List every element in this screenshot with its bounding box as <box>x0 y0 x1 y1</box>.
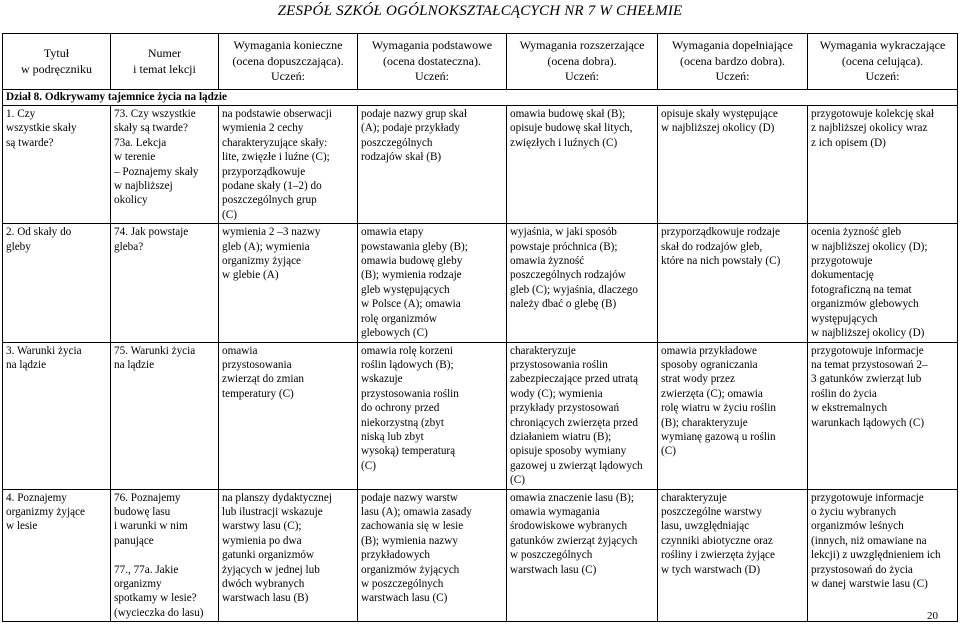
row-dopelniajace-cell: przyporządkowuje rodzaje skał do rodzajów gleb, które na nich powstały (C) <box>658 224 808 342</box>
row-lesson-cell: 75. Warunki życia na lądzie <box>111 342 219 489</box>
row-rozszerzajace-cell: charakteryzuje przystosowania roślin zabezpieczające przed utratą wody (C); wymienia przykłady przystosowań chroniących zwierzęta przed działaniem wiatru (B); opisuje sposoby wymiany gazowej u zwierząt lądowych (C) <box>507 342 658 489</box>
column-header-konieczne: Wymagania konieczne (ocena dopuszczająca). Uczeń: <box>219 34 358 90</box>
row-rozszerzajace-cell: omawia budowę skał (B); opisuje budowę skał litych, zwięzłych i luźnych (C) <box>507 106 658 224</box>
row-lesson-cell: 76. Poznajemy budowę lasu i warunki w nim panujące 77., 77a. Jakie organizmy spotkamy w lesie? (wycieczka do lasu) <box>111 489 219 622</box>
row-rozszerzajace-cell: omawia znaczenie lasu (B); omawia wymagania środowiskowe wybranych gatunków zwierząt żyjących w poszczególnych warstwach lasu (C) <box>507 489 658 622</box>
section-title: Dział 8. Odkrywamy tajemnice życia na lądzie <box>3 90 958 106</box>
row-podstawowe-cell: omawia etapy powstawania gleby (B); omawia budowę gleby (B); wymienia rodzaje gleb występujących w Polsce (A); omawia rolę organizmów glebowych (C) <box>358 224 507 342</box>
table-row <box>3 106 958 224</box>
row-podstawowe-cell: omawia rolę korzeni roślin lądowych (B); wskazuje przystosowania roślin do ochrony przed niekorzystną (zbyt niską lub zbyt wysoką) temperaturą (C) <box>358 342 507 489</box>
row-rozszerzajace-cell: wyjaśnia, w jaki sposób powstaje próchnica (B); omawia żyzność poszczególnych rodzajów gleb (C); wyjaśnia, dlaczego należy dbać o glebę (B) <box>507 224 658 342</box>
row-title-cell: 3. Warunki życia na lądzie <box>3 342 111 489</box>
row-lesson-cell: 74. Jak powstaje gleba? <box>111 224 219 342</box>
row-konieczne-cell: omawia przystosowania zwierząt do zmian temperatury (C) <box>219 342 358 489</box>
section-row <box>3 90 958 106</box>
row-dopelniajace-cell: opisuje skały występujące w najbliższej okolicy (D) <box>658 106 808 224</box>
column-header-podstawowe: Wymagania podstawowe (ocena dostateczna). Uczeń: <box>358 34 507 90</box>
row-title-cell: 2. Od skały do gleby <box>3 224 111 342</box>
row-title-cell: 1. Czy wszystkie skały są twarde? <box>3 106 111 224</box>
row-dopelniajace-cell: charakteryzuje poszczególne warstwy lasu, uwzględniając czynniki abiotyczne oraz rośliny i zwierzęta żyjące w tych warstwach (D) <box>658 489 808 622</box>
column-header-lesson: Numer i temat lekcji <box>111 34 219 90</box>
row-title-cell: 4. Poznajemy organizmy żyjące w lesie <box>3 489 111 622</box>
row-wykraczajace-cell: przygotowuje kolekcję skał z najbliższej okolicy wraz z ich opisem (D) <box>808 106 958 224</box>
row-lesson-cell: 73. Czy wszystkie skały są twarde? 73a. Lekcja w terenie – Poznajemy skały w najbliższej okolicy <box>111 106 219 224</box>
row-podstawowe-cell: podaje nazwy grup skał (A); podaje przykłady poszczególnych rodzajów skał (B) <box>358 106 507 224</box>
table-header-row <box>3 34 958 90</box>
column-header-title: Tytuł w podręczniku <box>3 34 111 90</box>
row-dopelniajace-cell: omawia przykładowe sposoby ograniczania strat wody przez zwierzęta (C); omawia rolę wiatru w życiu roślin (B); charakteryzuje wymianę gazową u roślin (C) <box>658 342 808 489</box>
table-row <box>3 342 958 489</box>
requirements-table <box>2 33 958 622</box>
row-wykraczajace-cell: przygotowuje informacje o życiu wybranych organizmów leśnych (innych, niż omawiane na lekcji) z uwzględnieniem ich przystosowań do życia w danej warstwie lasu (C) <box>808 489 958 622</box>
document-header-title: ZESPÓŁ SZKÓŁ OGÓLNOKSZTAŁCĄCYCH NR 7 W CHEŁMIE <box>277 3 683 19</box>
table-row <box>3 489 958 622</box>
page-number: 20 <box>927 610 938 622</box>
row-wykraczajace-cell: przygotowuje informacje na temat przystosowań 2‒ 3 gatunków zwierząt lub roślin do życia w ekstremalnych warunkach lądowych (C) <box>808 342 958 489</box>
row-konieczne-cell: na podstawie obserwacji wymienia 2 cechy charakteryzujące skały: lite, zwięzłe i luźne (C); przyporządkowuje podane skały (1‒2) do poszczególnych grup (C) <box>219 106 358 224</box>
row-podstawowe-cell: podaje nazwy warstw lasu (A); omawia zasady zachowania się w lesie (B); wymienia nazwy przykładowych organizmów żyjących w poszczególnych warstwach lasu (C) <box>358 489 507 622</box>
row-wykraczajace-cell: ocenia żyzność gleb w najbliższej okolicy (D); przygotowuje dokumentację fotograficzną na temat organizmów glebowych występujących w najbliższej okolicy (D) <box>808 224 958 342</box>
row-konieczne-cell: na planszy dydaktycznej lub ilustracji wskazuje warstwy lasu (C); wymienia po dwa gatunki organizmów żyjących w jednej lub dwóch wybranych warstwach lasu (B) <box>219 489 358 622</box>
column-header-dopelniajace: Wymagania dopełniające (ocena bardzo dobra). Uczeń: <box>658 34 808 90</box>
table-row <box>3 224 958 342</box>
column-header-wykraczajace: Wymagania wykraczające (ocena celująca). Uczeń: <box>808 34 958 90</box>
row-konieczne-cell: wymienia 2 ‒3 nazwy gleb (A); wymienia organizmy żyjące w glebie (A) <box>219 224 358 342</box>
column-header-rozszerzajace: Wymagania rozszerzające (ocena dobra). Uczeń: <box>507 34 658 90</box>
